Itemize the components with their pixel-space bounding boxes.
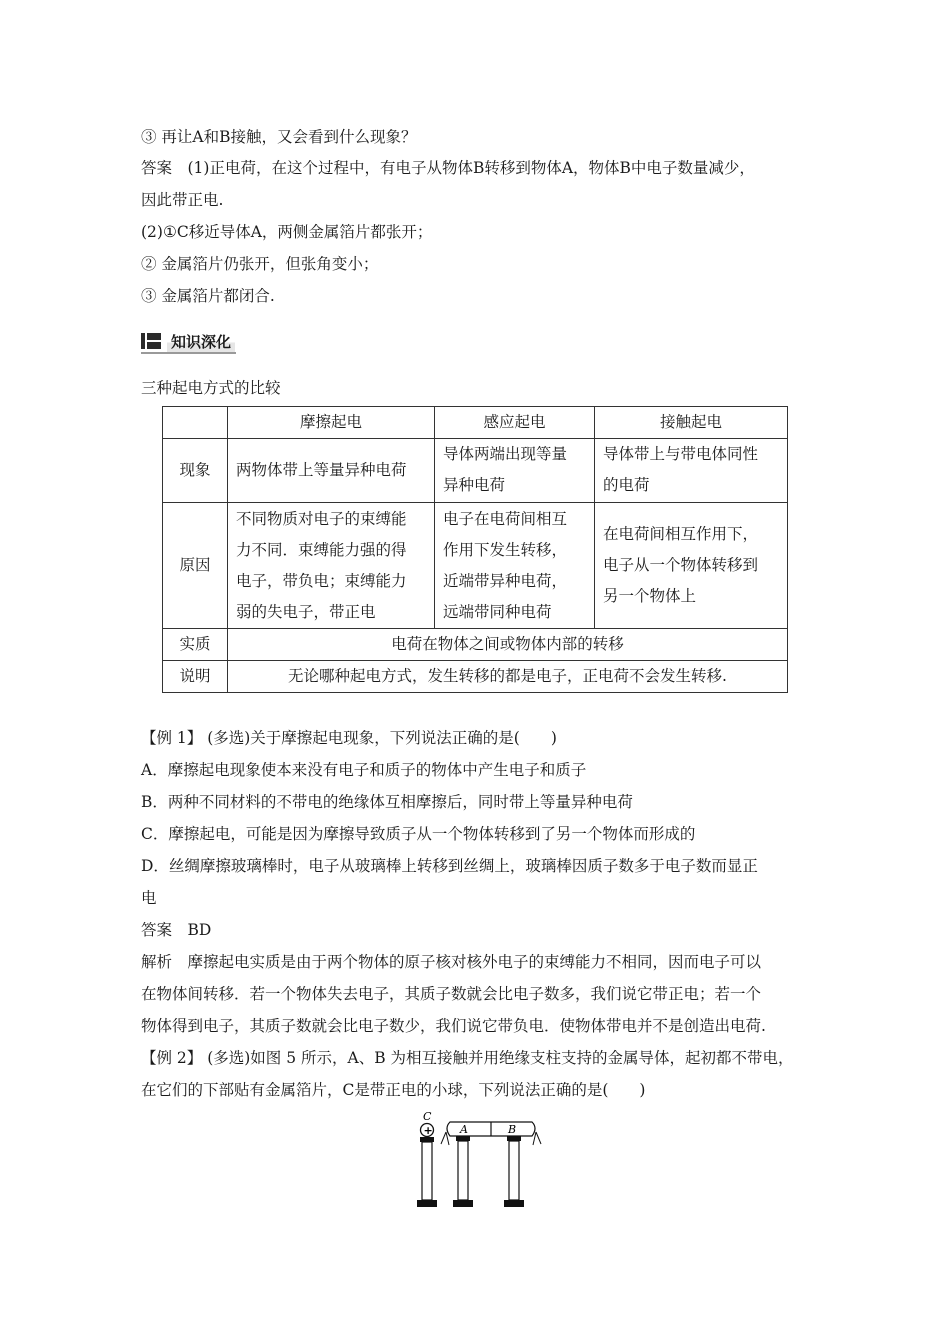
ball-top-cap [420, 1137, 434, 1142]
example1-analysis-line3: 物体得到电子，其质子数就会比电子数少，我们说它带负电．使物体带电并不是创造出电荷. [141, 1017, 766, 1035]
example1-option-b: B．两种不同材料的不带电的绝缘体互相摩擦后，同时带上等量异种电荷 [141, 793, 633, 811]
example1-option-d-line2: 电 [141, 889, 157, 907]
cell-line: 作用下发生转移， [443, 540, 568, 559]
phenomenon-contact [595, 439, 788, 503]
cell-line: 另一个物体上 [603, 587, 697, 605]
stand-b-cap [507, 1136, 521, 1141]
example2-stem-line2: 在它们的下部贴有金属箔片，C是带正电的小球，下列说法正确的是( ) [141, 1081, 646, 1099]
section-bars-icon [141, 333, 161, 349]
cell-line: 弱的失电子，带正电 [236, 602, 376, 621]
ball-base [417, 1200, 437, 1207]
plus-sign: + [423, 1124, 433, 1137]
table-header-row [163, 407, 788, 439]
cell-line: 不同物质对电子的束缚能 [236, 509, 407, 528]
cell-line: 近端带异种电荷， [443, 571, 568, 590]
section-title: 知识深化 [167, 330, 235, 353]
note-text: 无论哪种起电方式，发生转移的都是电子，正电荷不会发生转移. [228, 661, 788, 693]
example1-option-d-line1: D．丝绸摩擦玻璃棒时，电子从玻璃棒上转移到丝绸上，玻璃棒因质子数多于电子数而显正 [141, 857, 758, 875]
row-cause [163, 503, 788, 629]
answer-line-4: ② 金属箔片仍张开，但张角变小； [141, 255, 379, 273]
cell-line: 电子，带负电；束缚能力 [236, 571, 407, 590]
stand-a-cap [456, 1136, 470, 1141]
cell-line: 电子从一个物体转移到 [603, 556, 759, 574]
cause-friction [228, 503, 435, 629]
label-essence: 实质 [163, 629, 228, 661]
comparison-table [162, 406, 788, 693]
cell-line: 导体带上与带电体同性 [603, 445, 759, 463]
cause-induction [435, 503, 595, 629]
answer-line-1: 答案 (1)正电荷，在这个过程中，有电子从物体B转移到物体A，物体B中电子数量减少， [141, 159, 755, 177]
cell-line: 异种电荷 [443, 476, 506, 494]
label-phenomenon: 现象 [163, 439, 228, 503]
cell-line: 远端带同种电荷 [443, 602, 552, 621]
cell-line: 导体两端出现等量 [443, 445, 568, 463]
phenomenon-friction: 两物体带上等量异种电荷 [228, 439, 435, 503]
foil-a [441, 1132, 449, 1145]
header-induction: 感应起电 [435, 407, 595, 439]
essence-text: 电荷在物体之间或物体内部的转移 [228, 629, 788, 661]
foil-b [533, 1132, 541, 1145]
cell-line: 力不同．束缚能力强的得 [236, 540, 407, 559]
question-3: ③ 再让A和B接触，又会看到什么现象？ [141, 128, 417, 146]
example2-stem-line1: 【例 2】 (多选)如图 5 所示，A、B 为相互接触并用绝缘支柱支持的金属导体，起初都不带电， [141, 1049, 794, 1067]
row-note [163, 661, 788, 693]
row-essence [163, 629, 788, 661]
row-phenomenon [163, 439, 788, 503]
label-c: C [423, 1110, 432, 1123]
figure-5-diagram [410, 1108, 550, 1214]
cause-contact [595, 503, 788, 629]
stand-b-base [504, 1200, 524, 1207]
section-header [141, 330, 235, 352]
answer-line-2: 因此带正电. [141, 191, 224, 209]
example1-option-c: C．摩擦起电，可能是因为摩擦导致质子从一个物体转移到了另一个物体而形成的 [141, 825, 696, 843]
answer-line-3: (2)①C移近导体A，两侧金属箔片都张开； [141, 223, 433, 241]
header-contact: 接触起电 [595, 407, 788, 439]
example1-analysis-line1: 解析 摩擦起电实质是由于两个物体的原子核对核外电子的束缚能力不相同，因而电子可以 [141, 953, 762, 971]
cell-line: 在电荷间相互作用下， [603, 525, 759, 543]
example1-option-a: A．摩擦起电现象使本来没有电子和质子的物体中产生电子和质子 [141, 761, 587, 779]
stand-a-base [453, 1200, 473, 1207]
answer-line-5: ③ 金属箔片都闭合. [141, 287, 275, 305]
ball-stand [422, 1142, 432, 1200]
label-cause: 原因 [163, 503, 228, 629]
phenomenon-induction [435, 439, 595, 503]
header-empty [163, 407, 228, 439]
stand-a [458, 1141, 468, 1200]
label-note: 说明 [163, 661, 228, 693]
stand-b [509, 1141, 519, 1200]
label-a: A [460, 1123, 468, 1136]
cell-line: 电子在电荷间相互 [443, 509, 568, 528]
table-caption: 三种起电方式的比较 [141, 379, 281, 397]
example1-analysis-line2: 在物体间转移．若一个物体失去电子，其质子数就会比电子数多，我们说它带正电；若一个 [141, 985, 762, 1003]
example1-stem: 【例 1】 (多选)关于摩擦起电现象，下列说法正确的是( ) [141, 729, 557, 747]
section-underline [141, 352, 236, 354]
label-b: B [508, 1123, 517, 1136]
example1-answer: 答案 BD [141, 921, 212, 939]
header-friction: 摩擦起电 [228, 407, 435, 439]
cell-line: 的电荷 [603, 476, 650, 494]
